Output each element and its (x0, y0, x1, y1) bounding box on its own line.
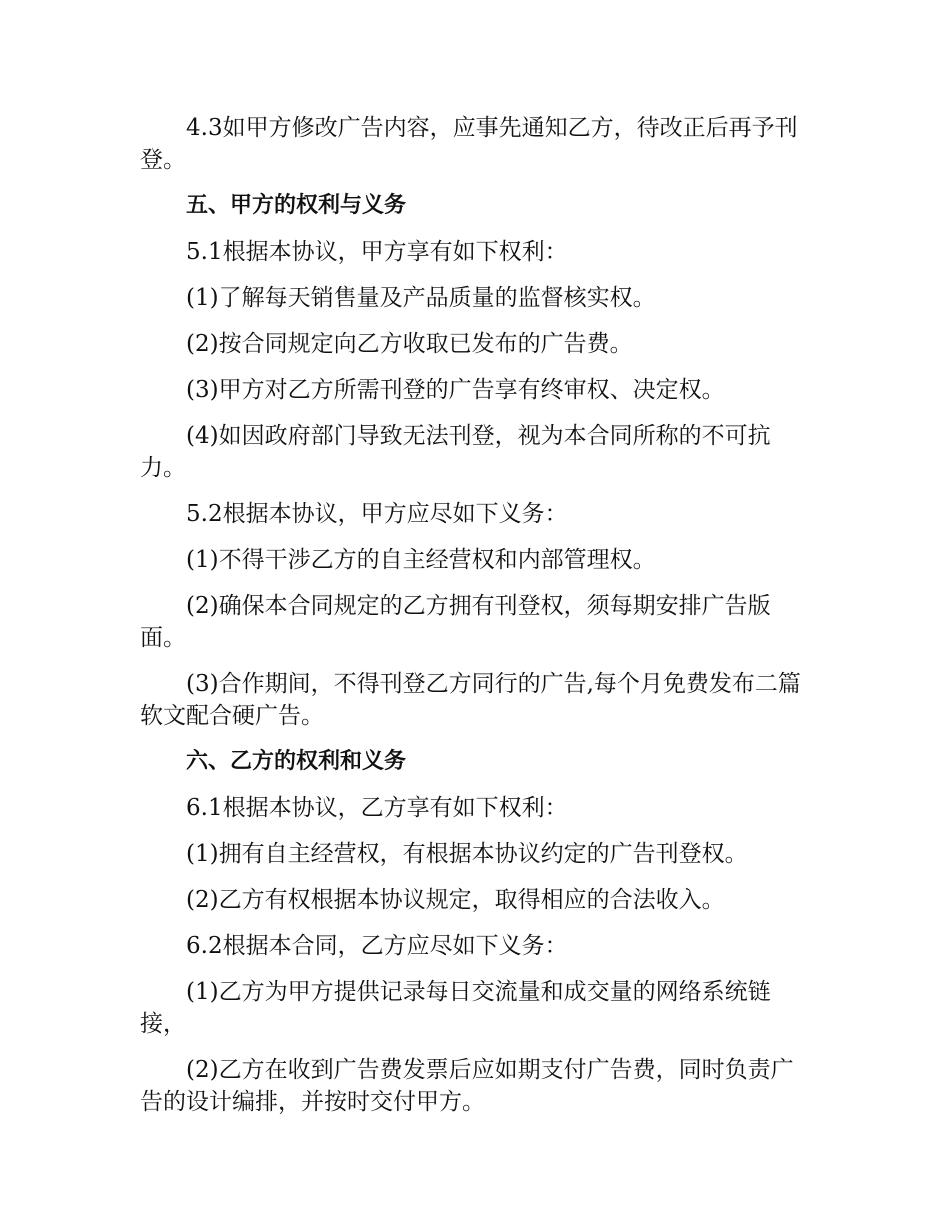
paragraph-5-2: 5.2根据本协议，甲方应尽如下义务： (186, 501, 568, 527)
list-item: (2)乙方有权根据本协议规定，取得相应的合法收入。 (186, 887, 725, 913)
section-heading-5: 五、甲方的权利与义务 (186, 193, 407, 218)
paragraph-6-1: 6.1根据本协议，乙方享有如下权利： (186, 795, 568, 821)
list-item: (3)合作期间，不得刊登乙方同行的广告,每个月免费发布二篇软文配合硬广告。 (140, 671, 801, 729)
document-body (140, 112, 810, 1132)
list-item: (2)乙方在收到广告费发票后应如期支付广告费，同时负责广告的设计编排，并按时交付甲方。 (140, 1057, 794, 1115)
list-item: (3)甲方对乙方所需刊登的广告享有终审权、决定权。 (186, 377, 725, 403)
paragraph-5-1: 5.1根据本协议，甲方享有如下权利： (186, 239, 568, 265)
section-heading-6: 六、乙方的权利和义务 (186, 749, 407, 774)
list-item: (4)如因政府部门导致无法刊登，视为本合同所称的不可抗力。 (140, 423, 771, 481)
list-item: (2)确保本合同规定的乙方拥有刊登权，须每期安排广告版面。 (140, 593, 771, 651)
list-item: (1)不得干涉乙方的自主经营权和内部管理权。 (186, 547, 656, 573)
list-item: (1)拥有自主经营权，有根据本协议约定的广告刊登权。 (186, 841, 748, 867)
list-item: (1)了解每天销售量及产品质量的监督核实权。 (186, 285, 656, 311)
list-item: (1)乙方为甲方提供记录每日交流量和成交量的网络系统链接， (140, 979, 771, 1037)
list-item: (2)按合同规定向乙方收取已发布的广告费。 (186, 331, 633, 357)
paragraph-4-3: 4.3如甲方修改广告内容，应事先通知乙方，待改正后再予刊登。 (140, 115, 798, 173)
paragraph-6-2: 6.2根据本合同，乙方应尽如下义务： (186, 933, 568, 959)
